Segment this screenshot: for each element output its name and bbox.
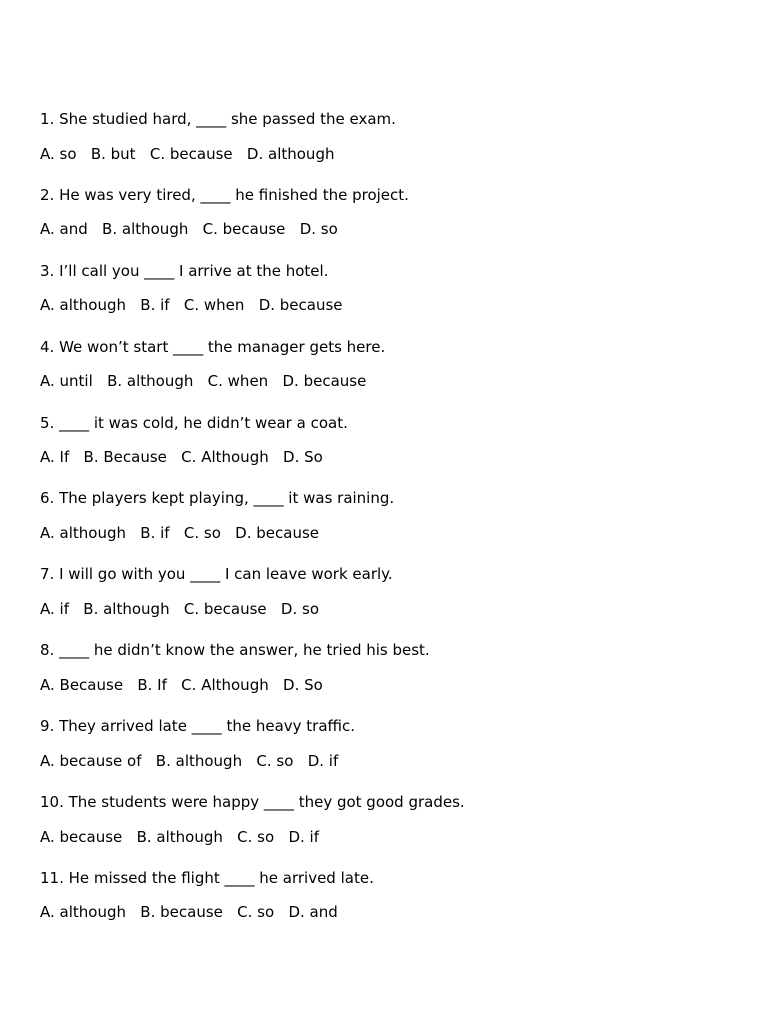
question-text: 9. They arrived late ____ the heavy traffic. [40,717,356,736]
question-text: 11. He missed the flight ____ he arrived late. [40,868,374,887]
question-text: 10. The students were happy ____ they got good grades. [40,793,465,812]
question-text: 1. She studied hard, ____ she passed the exam. [40,110,396,128]
question-text: 3. I’ll call you ____ I arrive at the hotel. [40,261,329,280]
question-item [40,641,740,717]
answer-options: A. because B. although C. so D. if [40,827,320,846]
question-text: 8. ____ he didn’t know the answer, he tried his best. [40,641,430,660]
question-text: 4. We won’t start ____ the manager gets here. [40,337,386,356]
answer-options: A. although B. because C. so D. and [40,903,338,922]
answer-options: A. if B. although C. because D. so [40,599,320,618]
question-item [40,338,740,414]
question-text: 5. ____ it was cold, he didn’t wear a coat. [40,413,348,432]
question-item [40,793,740,869]
answer-options: A. because of B. although C. so D. if [40,751,339,770]
question-text: 6. The players kept playing, ____ it was raining. [40,489,395,508]
answer-options: A. so B. but C. because D. although [40,144,335,163]
answer-options: A. If B. Because C. Although D. So [40,448,323,467]
answer-options: A. and B. although C. because D. so [40,220,338,239]
answer-options: A. until B. although C. when D. because [40,372,367,391]
question-item [40,489,740,565]
question-item [40,110,740,186]
question-text: 2. He was very tired, ____ he finished the project. [40,185,409,204]
question-item [40,717,740,793]
question-item [40,262,740,338]
question-text: 7. I will go with you ____ I can leave work early. [40,565,393,584]
worksheet-page [40,110,740,945]
question-item [40,414,740,490]
answer-options: A. although B. if C. so D. because [40,523,320,542]
question-item [40,186,740,262]
answer-options: A. Because B. If C. Although D. So [40,675,323,694]
question-item [40,565,740,641]
question-item [40,869,740,945]
answer-options: A. although B. if C. when D. because [40,296,343,315]
